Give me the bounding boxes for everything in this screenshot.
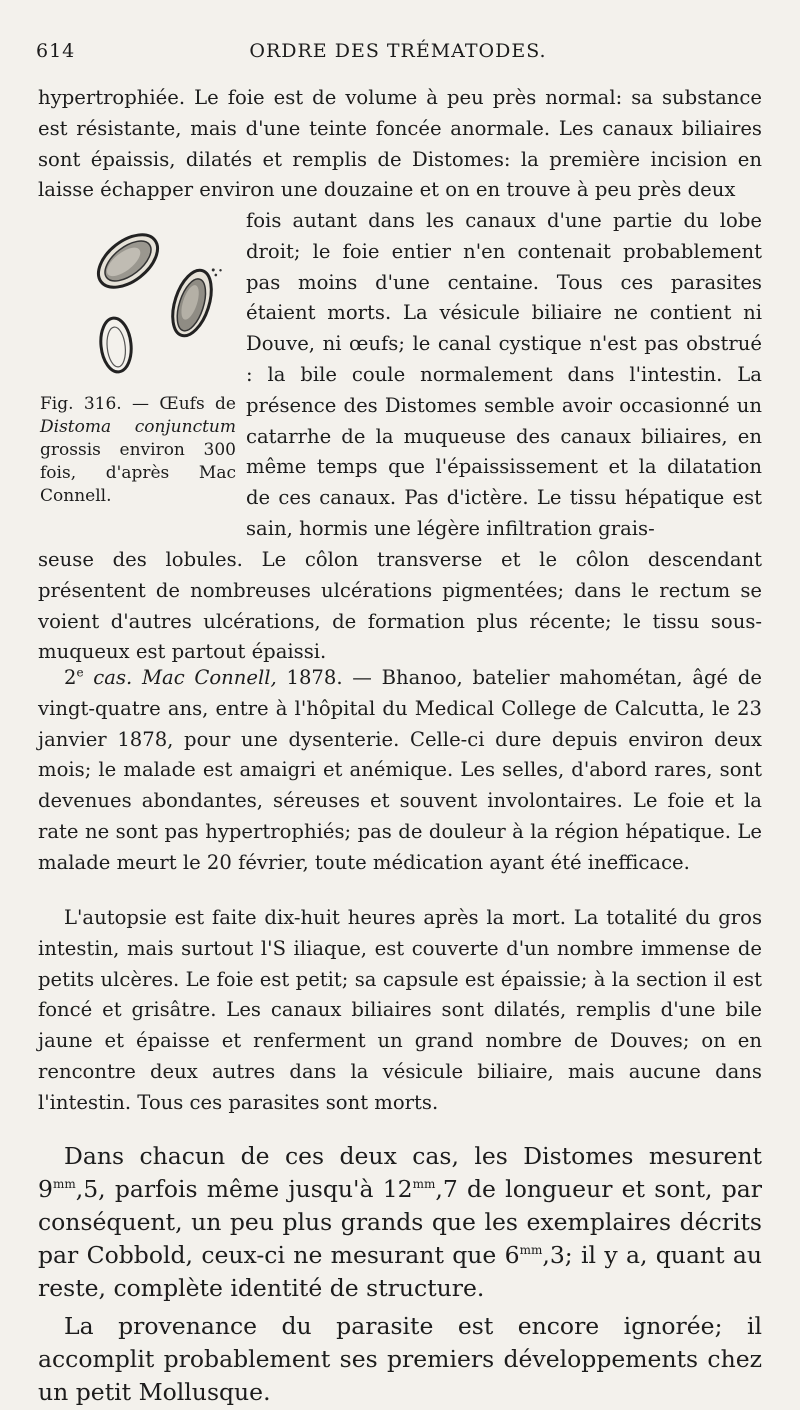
case-body: 1878. — Bhanoo, batelier mahométan, âgé de vingt-quatre ans, entre à l'hôpital du Medical College de Calcutta, le 23 janvier 1878, pour une dysenterie. Celle-ci dure depuis environ deux mois; le malade est amaigri et anémique. Les selles, d'abord rares, sont devenues abondantes, séreuses et souvent involontaires. Le foie et la rate ne sont pas hypertrophiés; pas de douleur à la région hépatique. Le malade meurt le 20 février, toute médication ayant été inefficace.: [38, 666, 762, 874]
egg-1: [89, 225, 167, 298]
p4-part-d: ,3; il y a, quant au reste, complète identité de structure.: [38, 1241, 763, 1302]
running-title: ORDRE DES TRÉMATODES.: [249, 40, 547, 62]
distoma-eggs-illustration: [70, 225, 230, 395]
caption-rest: grossis environ 300 fois, d'après Mac Connell.: [40, 440, 236, 506]
case-author: cas. Mac Connell,: [83, 666, 277, 689]
paragraph-1-side: fois autant dans les canaux d'une partie du lobe droit; le foie entier n'en contenait probablement pas moins d'une centaine. Tous ces parasites étaient morts. La vésicule biliaire ne contient ni Douve, ni œufs; le canal cystique n'est pas obstrué : la bile coule normalement dans l'intestin. La présence des Distomes semble avoir occasionné un catarrhe de la muqueuse des canaux biliaires, en même temps que l'épaississement et la dilatation de ces canaux. Pas d'ictère. Le tissu hépatique est sain, hormis une légère infiltration grais-: [246, 209, 762, 540]
paragraph-4: [38, 1140, 762, 1305]
figure-316: [40, 225, 240, 515]
egg-2: [165, 259, 222, 341]
case-number: 2: [64, 666, 77, 689]
p4-part-a: Dans chacun de ces deux cas, les Distomes mesurent 9: [38, 1142, 762, 1203]
p4-unit-3: mm: [519, 1243, 543, 1258]
egg-3: [98, 317, 133, 374]
p4-unit-2: mm: [412, 1177, 436, 1192]
paragraph-1-top: hypertrophiée. Le foie est de volume à peu près normal: sa substance est résistante, mais d'une teinte foncée anormale. Les canaux biliaires sont épaissis, dilatés et remplis de Distomes: la première incision en laisse échapper environ une douzaine et on en trouve à peu près deux: [38, 86, 762, 202]
case-sup: e: [76, 665, 84, 680]
p4-part-b: ,5, parfois même jusqu'à 12: [75, 1175, 413, 1203]
paragraph-3: L'autopsie est faite dix-huit heures après la mort. La totalité du gros intestin, mais surtout l'S iliaque, est couverte d'un nombre immense de petits ulcères. Le foie est petit; sa capsule est épaissie; à la section il est foncé et grisâtre. Les canaux biliaires sont dilatés, remplis d'une bile jaune et épaisse et renferment un grand nombre de Douves; on en rencontre deux autres dans la vésicule biliaire, mais aucune dans l'intestin. Tous ces parasites sont morts.: [38, 906, 762, 1114]
page-header: [36, 40, 760, 70]
p4-part-c: ,7 de longueur et sont, par conséquent, un peu plus grands que les exemplaires décrits par Cobbold, ceux-ci ne mesurant que 6: [38, 1175, 762, 1269]
figure-label: Fig. 316. — Œufs de: [40, 394, 236, 414]
paragraph-5: La provenance du parasite est encore ignorée; il accomplit probablement ses premiers développements chez un petit Mollusque.: [38, 1312, 762, 1406]
paragraph-1-bottom: seuse des lobules. Le côlon transverse et le côlon descendant présentent de nombreuses ulcérations pigmentées; dans le rectum se voient d'autres ulcérations, de formation plus récente; le tissu sous-muqueux est partout épaissi.: [38, 548, 762, 664]
paragraph-2: [38, 663, 762, 879]
p4-unit-1: mm: [52, 1177, 76, 1192]
figure-caption: [40, 393, 236, 508]
species-name: Distoma conjunctum: [40, 417, 236, 437]
page-number: 614: [36, 40, 76, 62]
